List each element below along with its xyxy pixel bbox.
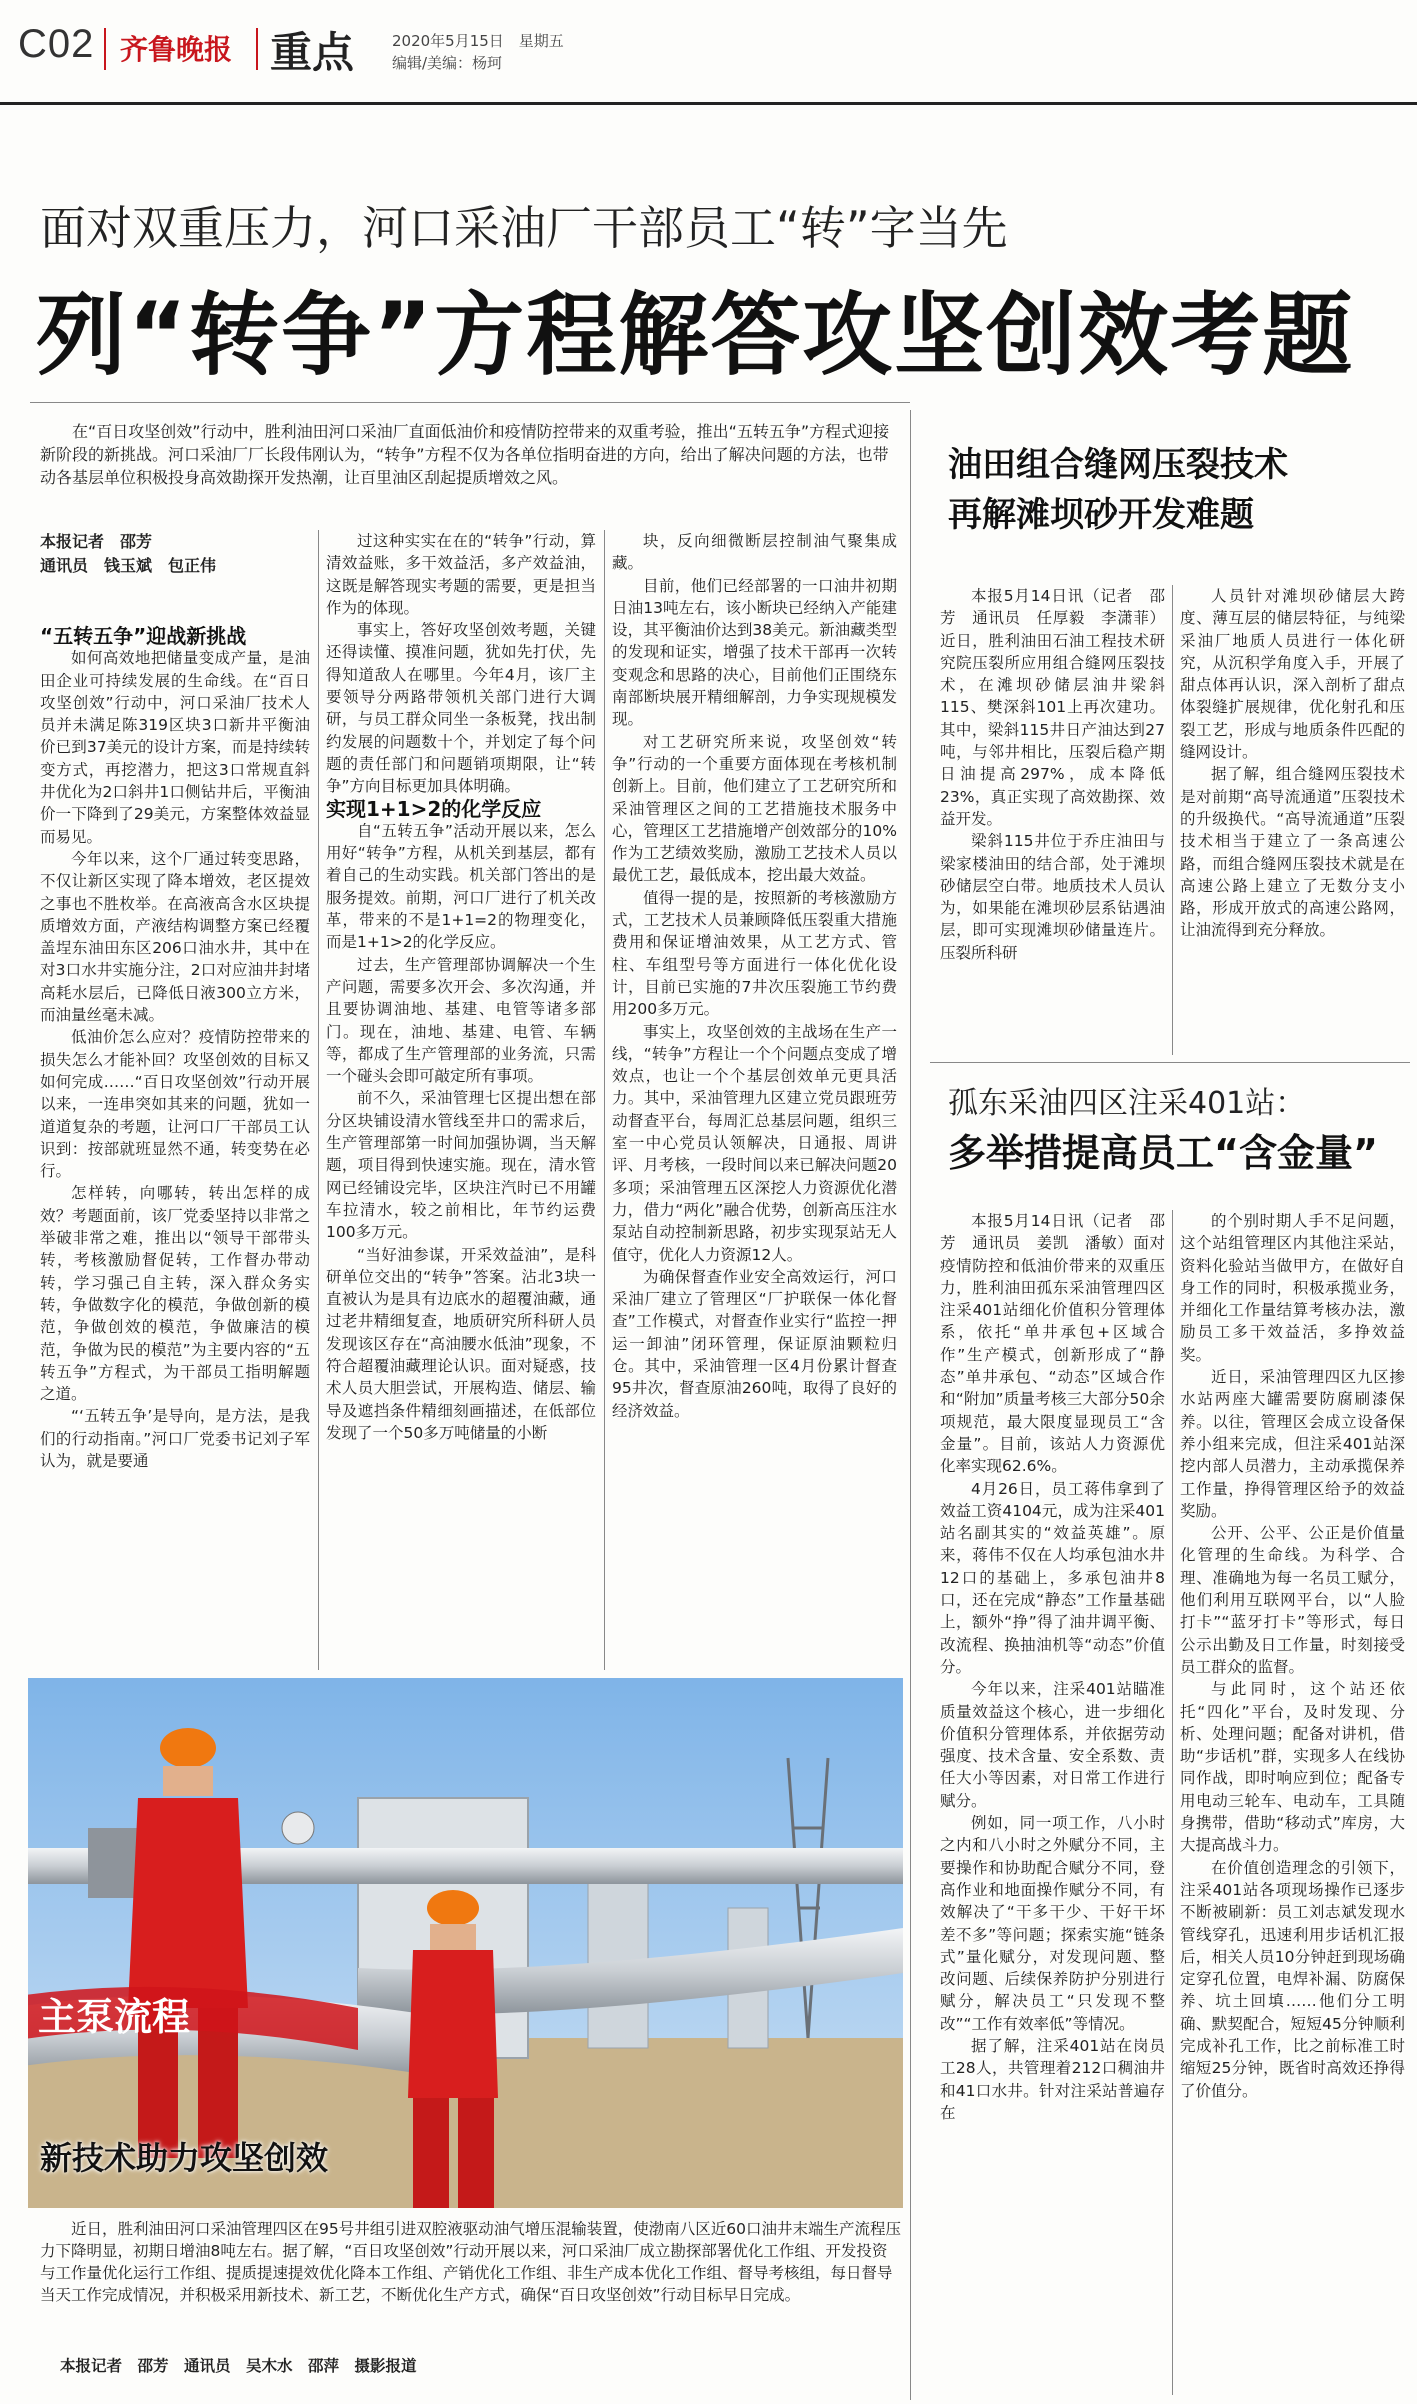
story3-headline: 多举措提高员工“含金量” bbox=[948, 1131, 1378, 1175]
story3-column-2 bbox=[1180, 1210, 1405, 2395]
paragraph: 今年以来，注采401站瞄准质量效益这个核心，进一步细化价值积分管理体系，并依据劳动强度、技术含量、安全系数、责任大小等因素，对日常工作进行赋分。 bbox=[940, 1680, 1165, 1810]
lead-column-1 bbox=[40, 625, 310, 1670]
lead-subhead-2: 实现1+1>2的化学反应 bbox=[326, 796, 542, 821]
paragraph: 自“五转五争”活动开展以来，怎么用好“转争”方程，从机关到基层，都有着自己的生动实践。机关部门答出的是服务提效。前期，河口厂进行了机关改革，带来的不是1+1=2的物理变化，而是1+1>2的化学反应。 bbox=[326, 821, 596, 952]
paragraph: 今年以来，这个厂通过转变思路，不仅让新区实现了降本增效，老区提效之事也不胜枚举。在高液高含水区块提质增效方面，产液结构调整方案已经覆盖埕东油田东区206口油水井，其中在对3口水井实施分注，2口对应油井封堵高耗水层后，已降低日液300立方米，而油量丝毫未减。 bbox=[40, 849, 310, 1025]
lead-subhead-1: “五转五争”迎战新挑战 bbox=[40, 625, 247, 648]
headline-rule bbox=[30, 402, 910, 403]
paragraph: 公开、公平、公正是价值量化管理的生命线。为科学、合理、准确地为每一名员工赋分，他们利用互联网平台，以“人脸打卡”“蓝牙打卡”等形式，每日公示出勤及日工作量，时刻接受员工群众的监督。 bbox=[1180, 1524, 1405, 1676]
story3-column-1 bbox=[940, 1210, 1165, 2395]
story2-column-2 bbox=[1180, 585, 1405, 1055]
issue-date: 2020年5月15日 星期五 bbox=[392, 32, 564, 50]
paragraph: 据了解，注采401站在岗员工28人，共管理着212口稠油井和41口水井。针对注采站普遍存在 bbox=[940, 2036, 1165, 2122]
paragraph: 为确保督查作业安全高效运行，河口采油厂建立了管理区“厂护联保一体化督查”工作模式，对督查作业实行“监控一押运一卸油”闭环管理，保证原油颗粒归仓。其中，采油管理一区4月份累计督查95井次，督查原油260吨，取得了良好的经济效益。 bbox=[612, 1267, 897, 1420]
story2-column-1 bbox=[940, 585, 1165, 1055]
paragraph: 本报5月14日讯（记者 邵芳 通讯员 任厚毅 李潇菲）近日，胜利油田石油工程技术研究院压裂所应用组合缝网压裂技术，在滩坝砂储层油井梁斜115、樊深斜101上再次建功。其中，梁斜115井日产油达到27吨，与邻井相比，压裂后稳产期日油提高297%，成本降低23%，真正实现了高效勘探、效益开发。 bbox=[940, 587, 1165, 828]
story3-kicker: 孤东采油四区注采401站： bbox=[948, 1086, 1306, 1121]
byline-correspondents: 通讯员 钱玉斌 包正伟 bbox=[40, 556, 217, 575]
story2-title-line2: 再解滩坝砂开发难题 bbox=[948, 495, 1254, 535]
paragraph: 本报5月14日讯（记者 邵芳 通讯员 姜凯 潘敏）面对疫情防控和低油价带来的双重压力，胜利油田孤东采油管理四区注采401站细化价值积分管理体系，依托“单井承包+区域合作”生产模式，创新形成了“静态”单井承包、“动态”区域合作和“附加”质量考核三大部分50余项规范，最大限度显现员工“含金量”。目前，该站人力资源优化率实现62.6%。 bbox=[940, 1212, 1165, 1476]
paragraph: 怎样转，向哪转，转出怎样的成效？考题面前，该厂党委坚持以非常之举破非常之难，推出以“领导干部带头转，考核激励督促转，工作督办带动转，学习强己自主转，深入群众务实转，争做数字化的模范，争做创新的模范，争做创效的模范，争做廉洁的模范，争做为民的模范”为主要内容的“五转五争”方程式，为干部员工指明解题之道。 bbox=[40, 1184, 310, 1404]
photo-title: 新技术助力攻坚创效 bbox=[40, 2139, 329, 2177]
column-rule bbox=[604, 530, 605, 1670]
story2-title-line1: 油田组合缝网压裂技术 bbox=[948, 445, 1288, 485]
paragraph: 4月26日，员工蒋伟拿到了效益工资4104元，成为注采401站名副其实的“效益英雄”。原来，蒋伟不仅在人均承包油水井12口的基础上，多承包油井8口，还在完成“静态”工作量基础上，额外“挣”得了油井调平衡、改流程、换抽油机等“动态”价值分。 bbox=[940, 1479, 1165, 1676]
lead-paragraph: 在“百日攻坚创效”行动中，胜利油田河口采油厂直面低油价和疫情防控带来的双重考验，推出“五转五争”方程式迎接新阶段的新挑战。河口采油厂厂长段伟刚认为，“转争”方程不仅为各单位指明奋进的方向，给出了解决问题的方法，也带动各基层单位积极投身高效勘探开发热潮，让百里油区刮起提质增效之风。 bbox=[40, 422, 890, 487]
paragraph: 例如，同一项工作，八小时之内和八小时之外赋分不同，主要操作和协助配合赋分不同，登高作业和地面操作赋分不同，有效解决了“干多干少、干好干坏差不多”等问题；探索实施“链条式”量化赋分，对发现问题、整改问题、后续保养防护分别进行赋分，解决员工“只发现不整改”“工作有效率低”等情况。 bbox=[940, 1814, 1165, 2033]
photo-credit: 本报记者 邵芳 通讯员 吴木水 邵萍 摄影报道 bbox=[60, 2357, 417, 2375]
paragraph: 据了解，组合缝网压裂技术是对前期“高导流通道”压裂技术的升级换代。“高导流通道”压裂技术相当于建立了一条高速公路，而组合缝网压裂技术就是在高速公路上建立了无数分支小路，形成开放式的高速公路网，让油流得到充分释放。 bbox=[1180, 765, 1405, 940]
paragraph: 块，反向细微断层控制油气聚集成藏。 bbox=[612, 532, 897, 573]
story2-headline bbox=[948, 440, 1408, 540]
paragraph: 对工艺研究所来说，攻坚创效“转争”行动的一个重要方面体现在考核机制创新上。目前，他们建立了工艺研究所和采油管理区之间的工艺措施技术服务中心，管理区工艺措施增产创效部分的10%作为工艺绩效奖励，激励工艺技术人员以最优工艺，最低成本，挖出最大效益。 bbox=[612, 732, 897, 885]
masthead-divider bbox=[104, 28, 106, 70]
paragraph: 人员针对滩坝砂储层大跨度、薄互层的储层特征，与纯梁采油厂地质人员进行一体化研究，从沉积学角度入手，开展了甜点体再认识，深入剖析了甜点体裂缝扩展规律，优化射孔和压裂工艺，形成与地质条件匹配的缝网设计。 bbox=[1180, 587, 1405, 762]
lead-column-2 bbox=[326, 530, 596, 1670]
paragraph: 与此同时，这个站还依托“四化”平台，及时发现、分析、处理问题；配备对讲机，借助“步话机”群，实现多人在线协同作战，即时响应到位；配备专用电动三轮车、电动车，工具随身携带，借助“移动式”库房，大大提高战斗力。 bbox=[1180, 1680, 1405, 1855]
paragraph: 目前，他们已经部署的一口油井初期日油13吨左右，该小断块已经纳入产能建设，其平衡油价达到38美元。新油藏类型的发现和证实，增强了技术干部再一次转变观念和思路的决心，目前他们正围绕东南部断块展开精细解剖，力争实现规模发现。 bbox=[612, 576, 897, 729]
masthead-rule bbox=[0, 102, 1417, 105]
masthead-divider bbox=[256, 28, 258, 70]
paragraph: 在价值创造理念的引领下，注采401站各项现场操作已逐步不断被刷新：员工刘志斌发现水管线穿孔，迅速利用步话机汇报后，相关人员10分钟赶到现场确定穿孔位置，电焊补漏、防腐保养、坑土回填……他们分工明确、默契配合，短短45分钟顺利完成补孔工作，比之前标准工时缩短25分钟，既省时高效还挣得了价值分。 bbox=[1180, 1858, 1405, 2100]
oilfield-workers-image bbox=[28, 1678, 903, 2208]
dateline bbox=[392, 30, 564, 74]
paragraph: 值得一提的是，按照新的考核激励方式，工艺技术人员兼顾降低压裂重大措施费用和保证增油效果，从工艺方式、管柱、车组型号等方面进行一体化优化设计，目前已实施的7井次压裂施工节约费用200多万元。 bbox=[612, 888, 897, 1019]
lead-byline bbox=[40, 530, 340, 578]
paragraph: 过这种实实在在的“转争”行动，算清效益账，多干效益活，多产效益油，这既是解答现实考题的需要，更是担当作为的体现。 bbox=[326, 532, 596, 617]
paragraph: 近日，采油管理四区九区掺水站两座大罐需要防腐刷漆保养。以往，管理区会成立设备保养小组来完成，但注采401站深挖内部人员潜力，主动承揽保养工作量，挣得管理区给予的效益奖励。 bbox=[1180, 1368, 1405, 1520]
pipe-sign-text: 主泵流程 bbox=[38, 1995, 191, 2039]
paragraph: “‘五转五争’是导向，是方法，是我们的行动指南。”河口厂党委书记刘子军认为，就是要通 bbox=[40, 1407, 310, 1470]
section-title: 重点 bbox=[270, 28, 355, 77]
paragraph: “当好油参谋，开采效益油”，是科研单位交出的“转争”答案。沾北3块一直被认为是具有边底水的超覆油藏，通过老井精细复查，地质研究所科研人员发现该区存在“高油腰水低油”现象，不符合超覆油藏理论认识。面对疑惑，技术人员大胆尝试，开展构造、储层、输导及遮挡条件精细刻画描述，在低部位发现了一个50多万吨储量的小断 bbox=[326, 1245, 596, 1442]
column-rule bbox=[318, 530, 319, 1670]
page-number: C02 bbox=[18, 22, 95, 66]
paragraph: 梁斜115井位于乔庄油田与梁家楼油田的结合部，处于滩坝砂储层空白带。地质技术人员认为，如果能在滩坝砂层系钻遇油层，即可实现滩坝砂储量连片。压裂所科研 bbox=[940, 832, 1165, 962]
paragraph: 事实上，攻坚创效的主战场在生产一线，“转争”方程让一个个问题点变成了增效点，也让一个个基层创效单元更具活力。其中，采油管理九区建立党员跟班劳动督查平台，每周汇总基层问题，组织三室一中心党员认领解决，日通报、周讲评、月考核，一段时间以来已解决问题20多项；采油管理五区深挖人力资源优化潜力，借力“两化”融合优势，创新高压注水泵站自动控制新思路，初步实现泵站无人值守，优化人力资源12人。 bbox=[612, 1022, 897, 1264]
column-rule bbox=[1172, 585, 1173, 1055]
paragraph: 过去，生产管理部协调解决一个生产问题，需要多次开会、多次沟通，并且要协调油地、基建、电管等诸多部门。现在，油地、基建、电管、车辆等，都成了生产管理部的业务流，只需一个碰头会即可敲定所有事项。 bbox=[326, 955, 596, 1086]
lead-kicker: 面对双重压力，河口采油厂干部员工“转”字当先 bbox=[40, 201, 1008, 255]
lead-headline: 列“转争”方程解答攻坚创效考题 bbox=[36, 283, 1355, 388]
byline-reporter: 本报记者 邵芳 bbox=[40, 532, 153, 551]
column-rule bbox=[1172, 1210, 1173, 2395]
paragraph: 的个别时期人手不足问题，这个站组管理区内其他注采站，资料化验站当做甲方，在做好自身工作的同时，积极承揽业务，并细化工作量结算考核办法，激励员工多干效益活，多挣效益奖。 bbox=[1180, 1212, 1405, 1364]
lead-column-3 bbox=[612, 530, 897, 1670]
story-divider bbox=[930, 1062, 1410, 1063]
section-rule bbox=[910, 410, 911, 2400]
newspaper-logo: 齐鲁晚报 bbox=[120, 33, 233, 66]
paragraph: 事实上，答好攻坚创效考题，关键还得读懂、摸准问题，犹如先打伏，先得知道敌人在哪里。今年4月，该厂主要领导分两路带领机关部门进行大调研，与员工群众同坐一条板凳，找出制约发展的问题数十个，并划定了每个问题的责任部门和问题销项期限，让“转争”方向目标更加具体明确。 bbox=[326, 621, 596, 796]
paragraph: 如何高效地把储量变成产量，是油田企业可持续发展的生命线。在“百日攻坚创效”行动中，河口采油厂技术人员并未满足陈319区块3口新井平衡油价已到37美元的设计方案，而是持续转变方式，再挖潜力，把这3口常规直斜井优化为2口斜井1口侧钻井后，平衡油价一下降到了29美元，方案整体效益显而易见。 bbox=[40, 649, 310, 846]
editor-credit: 编辑/美编：杨珂 bbox=[392, 54, 503, 72]
photo-caption: 近日，胜利油田河口采油管理四区在95号井组引进双腔液驱动油气增压混输装置，使渤南八区近60口油井末端生产流程压力下降明显，初期日增油8吨左右。据了解，“百日攻坚创效”行动开展以来，河口采油厂成立勘探部署优化工作组、开发投资与工作量优化运行工作组、提质提速提效优化降本工作组、产销优化工作组、非生产成本优化工作组、督导考核组，每日督导当天工作完成情况，并积极采用新技术、新工艺，不断优化生产方式，确保“百日攻坚创效”行动目标早日完成。 bbox=[40, 2220, 901, 2304]
paragraph: 前不久，采油管理七区提出想在部分区块铺设清水管线至井口的需求后，生产管理部第一时间加强协调，当天解题，项目得到快速实施。现在，清水管网已经铺设完毕，区块注汽时已不用罐车拉清水，较之前相比，年节约运费100多万元。 bbox=[326, 1089, 596, 1242]
paragraph: 低油价怎么应对？疫情防控带来的损失怎么才能补回？攻坚创效的目标又如何完成……“百日攻坚创效”行动开展以来，一连串突如其来的问题，犹如一道道复杂的考题，让河口厂干部员工认识到：按部就班显然不通，转变势在必行。 bbox=[40, 1028, 310, 1181]
news-photo bbox=[28, 1678, 903, 2208]
